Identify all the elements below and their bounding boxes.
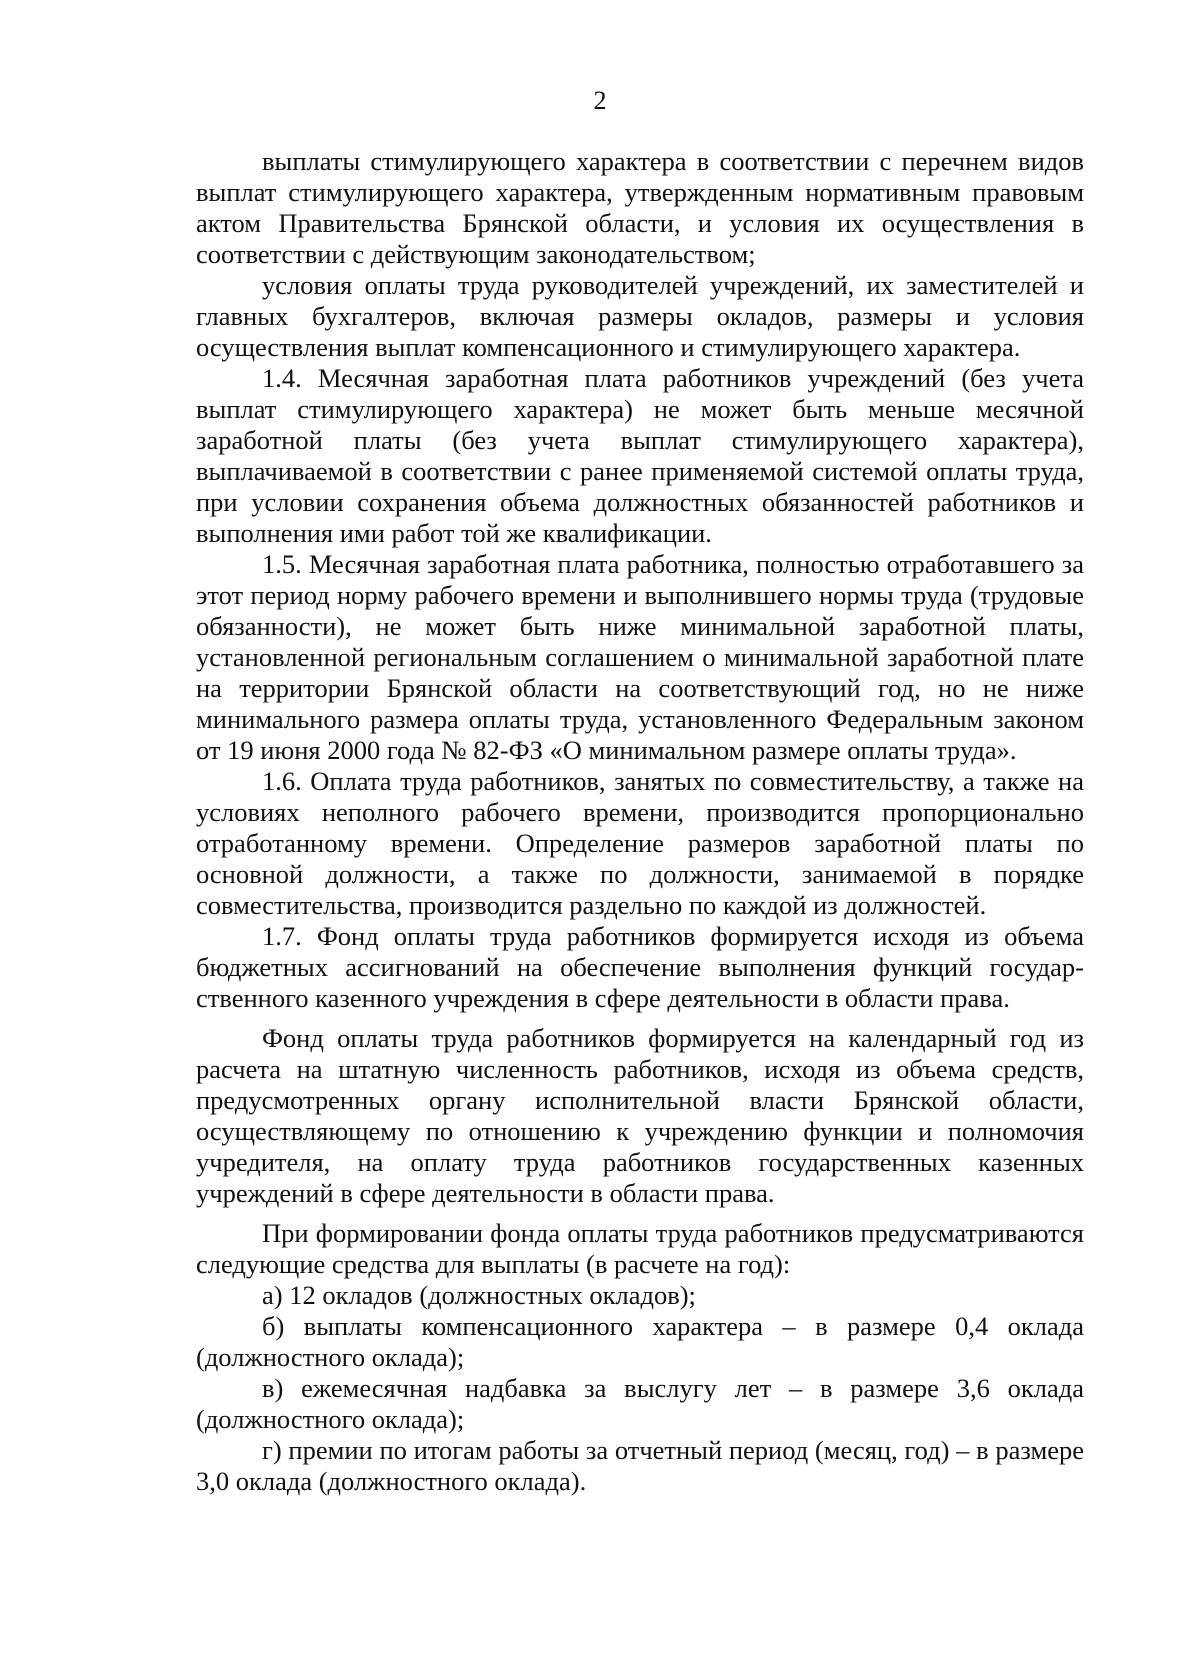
paragraph: выплаты стимулирующего характера в соответствии с перечнем видов выплат стимулирующего характера, утвержденным нормативным правовым актом Правительства Брянской области, и условия их осуществления в соответствии с действующим законодательством; — [196, 146, 1084, 269]
paragraph: 1.4. Месячная заработная плата работников учреждений (без учета выплат стимулирующего характера) не может быть меньше месячной заработной платы (без учета выплат стимулирующего характера), выплачиваемой в соответствии с ранее применяемой системой оплаты труда, при условии сохранения объема должностных обязанностей работников и выполнения ими работ той же квалификации. — [196, 363, 1084, 548]
paragraph: условия оплаты труда руководителей учреждений, их заместителей и главных бухгалтеров, включая размеры окладов, размеры и условия осуществления выплат компенсационного и стимулирующего характера. — [196, 270, 1084, 362]
paragraph: Фонд оплаты труда работников формируется на календарный год из расчета на штатную численность работников, исходя из объема средств, предусмотренных органу исполнительной власти Брянской области, осуществляющему по отношению к учреждению функции и полномочия учредителя, на оплату труда работников государственных казенных учреждений в сфере деятельности в области права. — [196, 1023, 1084, 1208]
list-item: г) премии по итогам работы за отчетный период (месяц, год) – в размере 3,0 оклада (должностного оклада). — [196, 1435, 1084, 1496]
list-item: в) ежемесячная надбавка за выслугу лет – в размере 3,6 оклада (должностного оклада); — [196, 1373, 1084, 1434]
paragraph: 1.5. Месячная заработная плата работника, полностью отработавшего за этот период норму рабочего времени и выполнившего нормы труда (трудовые обязанности), не может быть ниже минимальной заработной платы, установленной региональным соглашением о минимальной заработной плате на территории Брянской области на соответствующий год, но не ниже минимального размера оплаты труда, установленного Федеральным законом от 19 июня 2000 года № 82-ФЗ «О минимальном размере оплаты труда». — [196, 549, 1084, 765]
list-item: а) 12 окладов (должностных окладов); — [262, 1280, 696, 1310]
paragraph: 1.6. Оплата труда работников, занятых по совместительству, а также на условиях неполного рабочего времени, производится пропорционально отработанному времени. Определение размеров заработной платы по основной должности, а также по должности, занимаемой в порядке совместительства, производится раздельно по каждой из должностей. — [196, 766, 1084, 920]
paragraph: При формировании фонда оплаты труда работников предусматриваются следующие средства для выплаты (в расчете на год): — [196, 1218, 1084, 1279]
list-item: б) выплаты компенсационного характера – в размере 0,4 оклада (должностного оклада); — [196, 1311, 1084, 1372]
page-number: 2 — [593, 86, 607, 115]
document-body — [196, 146, 1084, 1497]
paragraph: 1.7. Фонд оплаты труда работников формируется исходя из объема бюджетных ассигнований на обеспечение выполнения функций государственного казенного учреждения в сфере деятельности в области права. — [196, 921, 1084, 1013]
